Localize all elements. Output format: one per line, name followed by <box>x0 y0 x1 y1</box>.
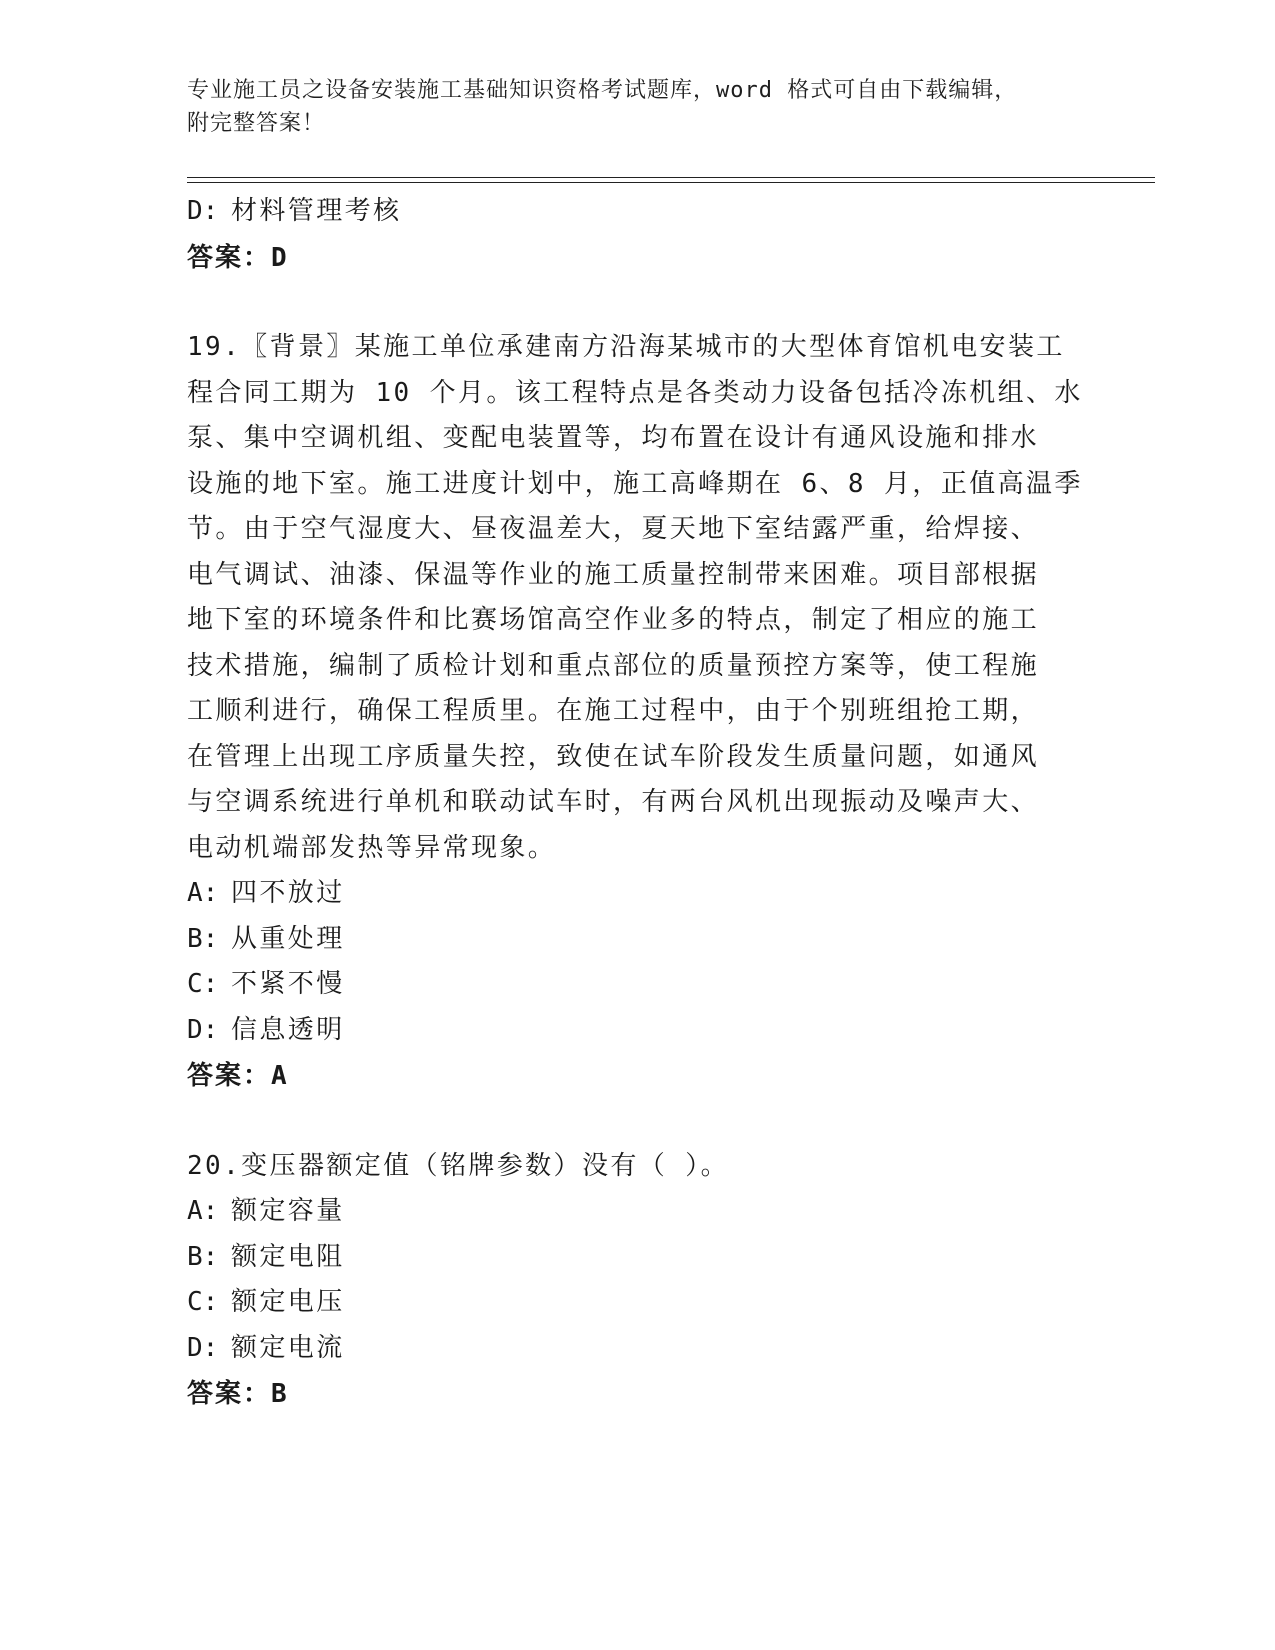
question-stem-line: 设施的地下室。施工进度计划中，施工高峰期在 6、8 月，正值高温季 <box>187 468 1083 499</box>
document-header <box>187 74 1087 140</box>
document-body <box>187 189 1083 1418</box>
option-d <box>187 189 1077 235</box>
answer-label: 答案：D <box>187 242 289 273</box>
header-divider-bottom <box>187 182 1155 183</box>
option-letter: D: <box>187 1332 219 1363</box>
option-letter: C: <box>187 969 219 999</box>
question-stem-line: 电动机端部发热等异常现象。 <box>187 832 557 863</box>
option-text: 额定电压 <box>231 1287 345 1317</box>
question-stem-line: 技术措施，编制了质检计划和重点部位的质量预控方案等，使工程施 <box>187 650 1040 681</box>
option-text: 额定容量 <box>231 1196 345 1226</box>
question-stem-line: 泵、集中空调机组、变配电装置等，均布置在设计有通风设施和排水 <box>187 423 1040 453</box>
question-stem-line: 在管理上出现工序质量失控，致使在试车阶段发生质量问题，如通风 <box>187 741 1040 772</box>
header-divider-top <box>187 177 1155 178</box>
spacer <box>187 1100 1077 1144</box>
spacer <box>187 281 1077 325</box>
question-stem-line: 20.变压器额定值（铭牌参数）没有（ ）。 <box>187 1150 730 1181</box>
option-d <box>187 1326 1077 1372</box>
option-letter: D: <box>187 196 219 226</box>
option-letter: A: <box>187 1196 219 1226</box>
option-c <box>187 962 1077 1008</box>
question-stem-line: 19.〖背景〗某施工单位承建南方沿海某城市的大型体育馆机电安装工 <box>187 332 1065 362</box>
option-b <box>187 917 1077 963</box>
question-stem-line: 节。由于空气湿度大、昼夜温差大，夏天地下室结露严重，给焊接、 <box>187 514 1040 544</box>
option-letter: D: <box>187 1014 219 1045</box>
option-text: 额定电阻 <box>231 1241 345 1272</box>
question-stem-line: 地下室的环境条件和比赛场馆高空作业多的特点，制定了相应的施工 <box>187 605 1040 635</box>
option-text: 材料管理考核 <box>231 196 402 226</box>
question-20 <box>187 1144 1077 1418</box>
option-letter: B: <box>187 1241 219 1272</box>
option-text: 四不放过 <box>231 878 345 908</box>
option-d <box>187 1008 1077 1054</box>
question-19 <box>187 325 1083 1100</box>
answer-label: 答案：A <box>187 1061 289 1091</box>
question-stem-line: 工顺利进行，确保工程质里。在施工过程中，由于个别班组抢工期， <box>187 696 1040 726</box>
header-title-line-1: 专业施工员之设备安装施工基础知识资格考试题库，word 格式可自由下载编辑， <box>187 78 1018 103</box>
option-text: 不紧不慢 <box>231 969 345 999</box>
option-c <box>187 1280 1077 1326</box>
option-text: 从重处理 <box>231 923 345 954</box>
option-letter: A: <box>187 878 219 908</box>
option-a <box>187 871 1077 917</box>
question-stem-line: 电气调试、油漆、保温等作业的施工质量控制带来困难。项目部根据 <box>187 559 1040 590</box>
option-letter: B: <box>187 923 219 954</box>
question-stem-line: 程合同工期为 10 个月。该工程特点是各类动力设备包括冷冻机组、水 <box>187 377 1083 408</box>
option-letter: C: <box>187 1287 219 1317</box>
question-18-tail <box>187 189 1077 281</box>
answer-label: 答案：B <box>187 1379 289 1409</box>
option-b <box>187 1235 1077 1281</box>
option-text: 额定电流 <box>231 1332 345 1363</box>
option-text: 信息透明 <box>231 1014 345 1045</box>
option-a <box>187 1189 1077 1235</box>
question-stem-line: 与空调系统进行单机和联动试车时，有两台风机出现振动及噪声大、 <box>187 787 1040 817</box>
header-title-line-2: 附完整答案！ <box>187 111 326 136</box>
